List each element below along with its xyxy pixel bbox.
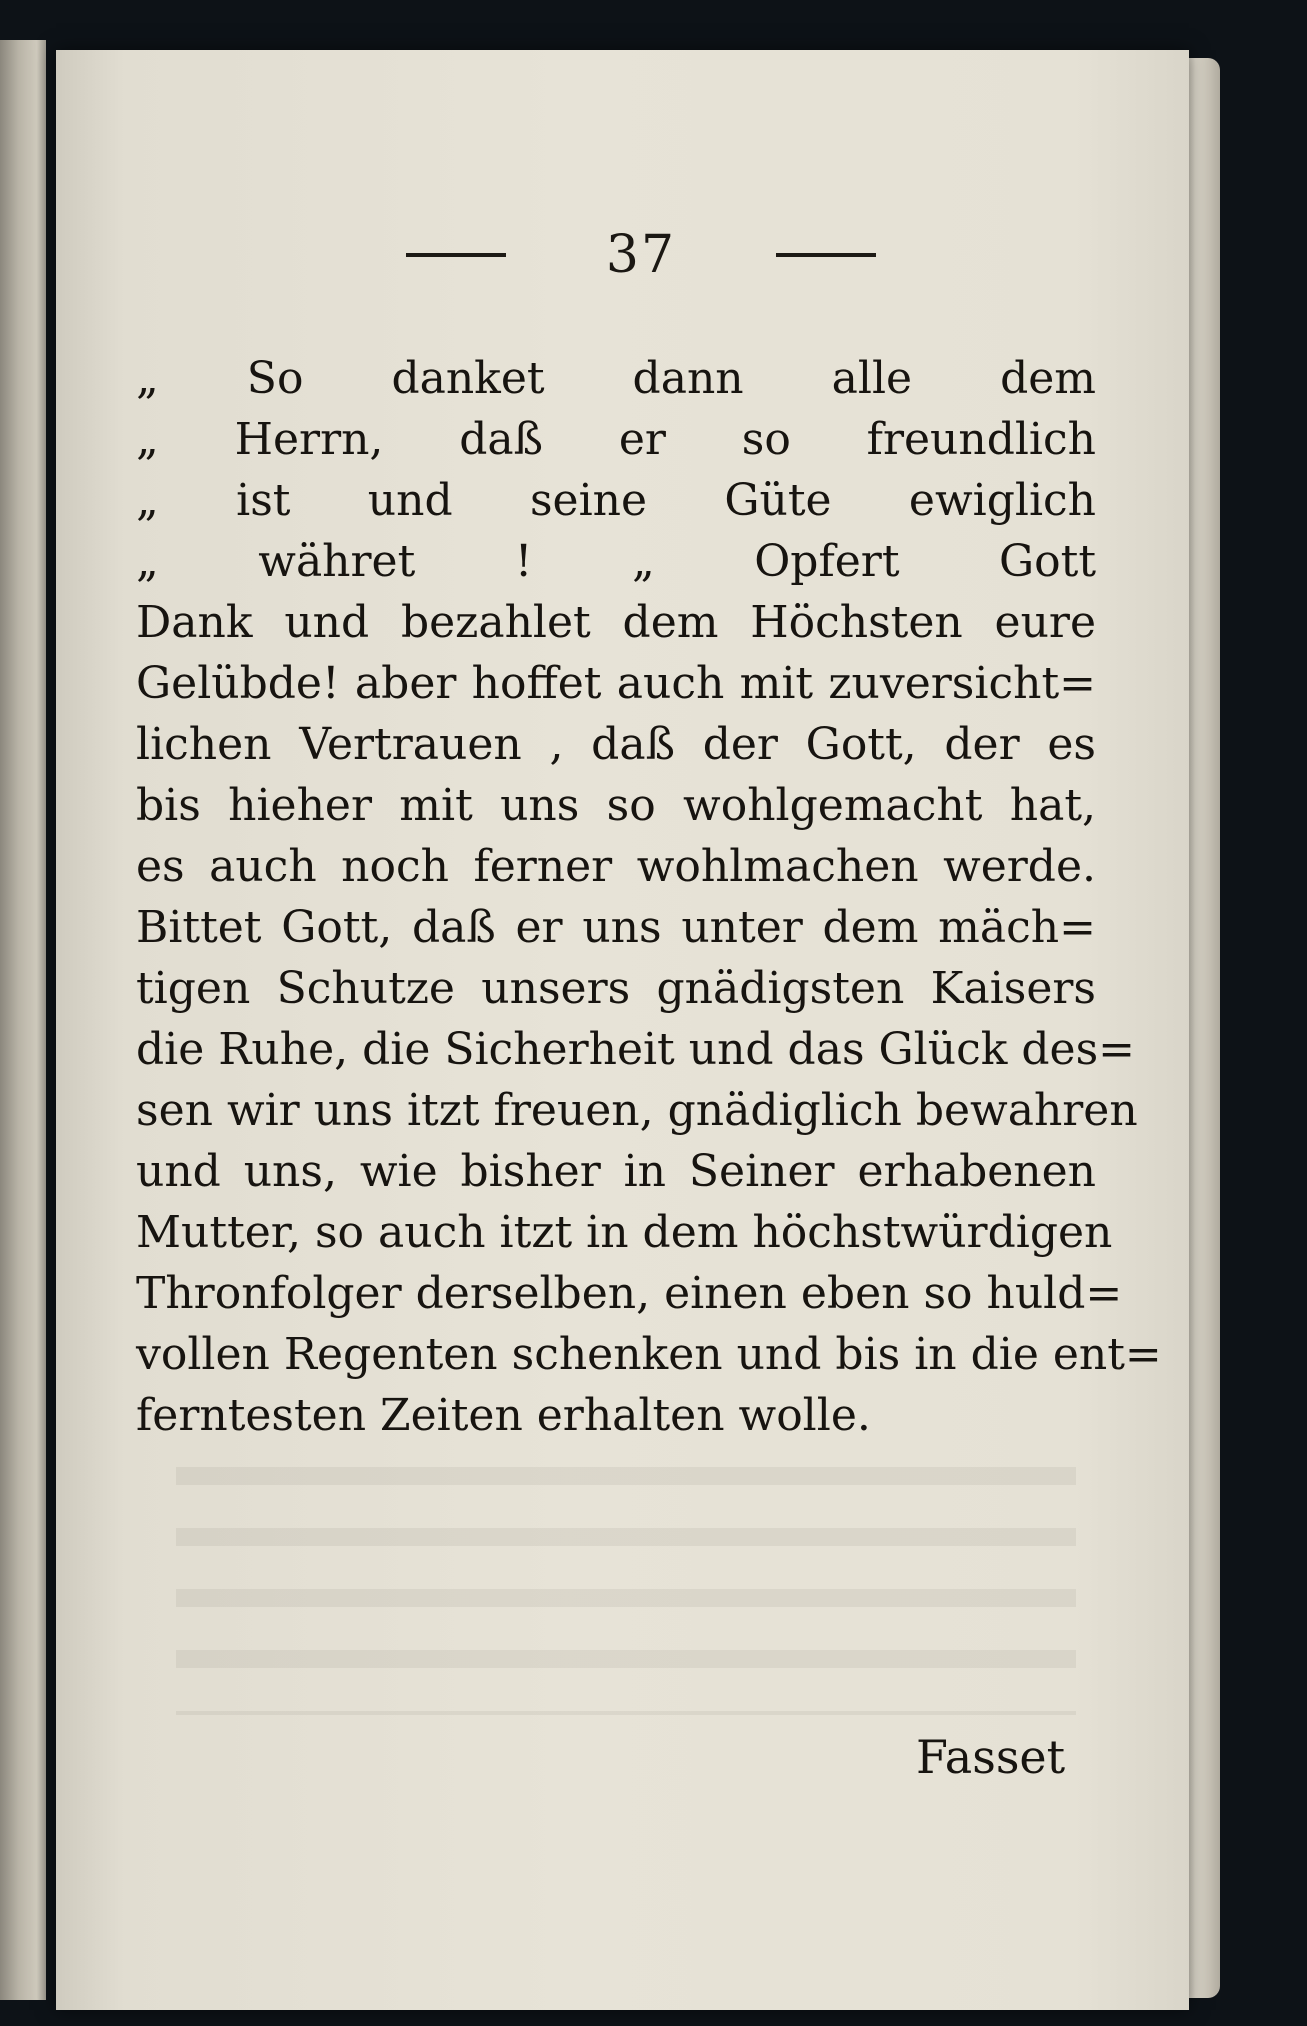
text-line: die Ruhe, die Sicherheit und das Glück des= — [136, 1024, 1136, 1075]
page-header — [406, 220, 876, 290]
text-line: Mutter, so auch itzt in dem höchstwürdigen — [136, 1207, 1113, 1258]
text-line: „ währet ! „ Opfert Gott — [136, 536, 1096, 587]
text-line: „ So danket dann alle dem — [136, 353, 1096, 404]
text-line: bis hieher mit uns so wohlgemacht hat, — [136, 780, 1096, 831]
header-rule-right — [776, 253, 876, 257]
text-line: Thronfolger derselben, einen eben so huld= — [136, 1268, 1123, 1319]
text-line: Gelübde! aber hoffet auch mit zuversicht= — [136, 658, 1096, 709]
text-line: lichen Vertrauen , daß der Gott, der es — [136, 719, 1096, 770]
page-number: 37 — [605, 225, 677, 285]
text-line: Bittet Gott, daß er uns unter dem mäch= — [136, 902, 1096, 953]
text-line: „ ist und seine Güte ewiglich — [136, 475, 1096, 526]
text-line: sen wir uns itzt freuen, gnädiglich bewahren — [136, 1085, 1138, 1136]
header-rule-left — [406, 253, 506, 257]
catchword: Fasset — [916, 1730, 1066, 1784]
facing-page-edge — [0, 40, 46, 2000]
text-line: Dank und bezahlet dem Höchsten eure — [136, 597, 1096, 648]
text-line: und uns, wie bisher in Seiner erhabenen — [136, 1146, 1096, 1197]
text-line: „ Herrn, daß er so freundlich — [136, 414, 1096, 465]
text-line: tigen Schutze unsers gnädigsten Kaisers — [136, 963, 1096, 1014]
text-line: es auch noch ferner wohlmachen werde. — [136, 841, 1096, 892]
book-page — [56, 50, 1189, 2010]
text-line: vollen Regenten schenken und bis in die ent= — [136, 1329, 1162, 1380]
text-line: ferntesten Zeiten erhalten wolle. — [136, 1390, 871, 1441]
show-through-text — [176, 1445, 1076, 1715]
body-text — [136, 348, 1162, 1446]
